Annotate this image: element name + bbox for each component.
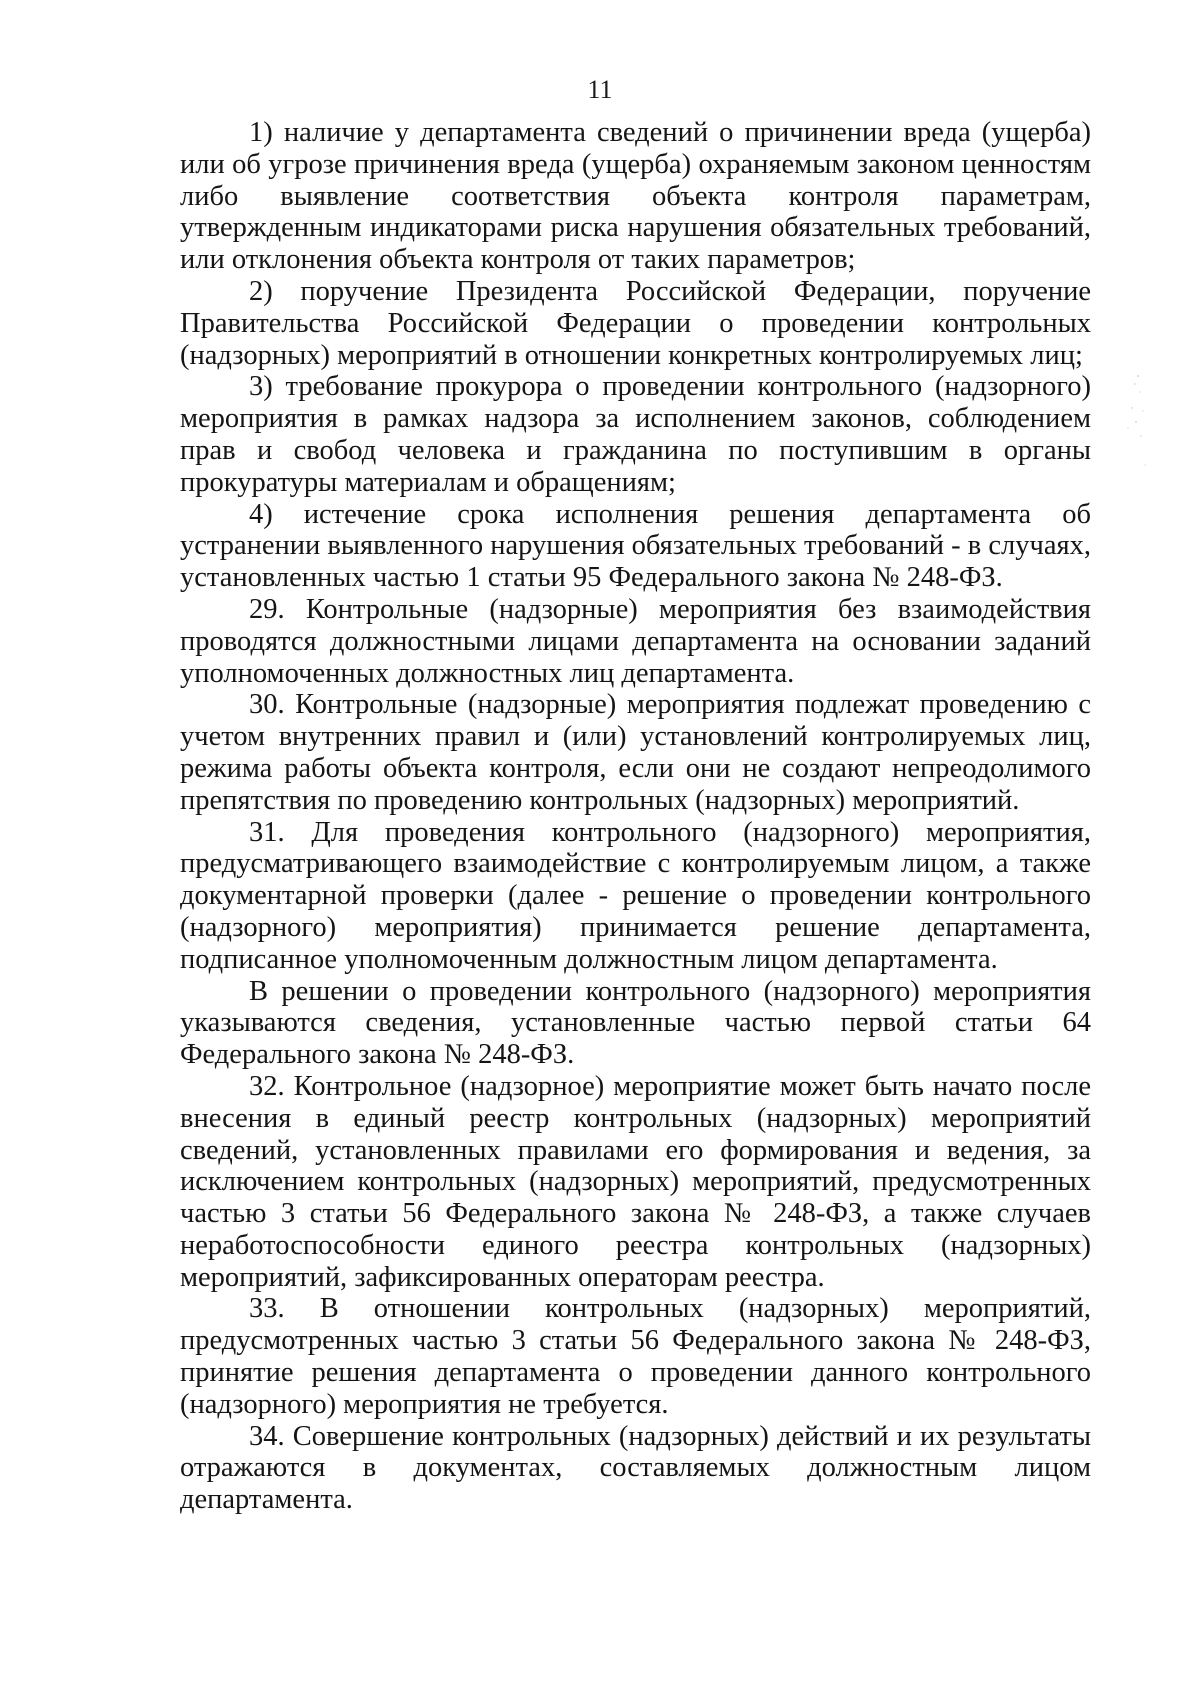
paragraph-32: 32. Контрольное (надзорное) мероприятие может быть начато после внесения в единый реестр контрольных (надзорных) мероприятий сведений, установленных правилами его формирования и ведения, за исключением контрольных (надзорных) мероприятий, предусмотренных частью 3 статьи 56 Федерального закона № 248-ФЗ, а также случаев неработоспособности единого реестра контрольных (надзорных) мероприятий, зафиксированных операторам реестра. [180,1070,1091,1293]
paragraph-30: 30. Контрольные (надзорные) мероприятия подлежат проведению с учетом внутренних правил и (или) установлений контролируемых лиц, режима работы объекта контроля, если они не создают непреодолимого препятствия по проведению контрольных (надзорных) мероприятий. [180,689,1091,816]
page-number: 11 [587,75,613,104]
paragraph-item-3: 3) требование прокурора о проведении контрольного (надзорного) мероприятия в рамках надзора за исполнением законов, соблюдением прав и свобод человека и гражданина по поступившим в органы прокуратуры материалам и обращениям; [180,371,1091,498]
paragraph-item-1: 1) наличие у департамента сведений о причинении вреда (ущерба) или об угрозе причинения вреда (ущерба) охраняемым законом ценностям либо выявление соответствия объекта контроля параметрам, утвержденным индикаторами риска нарушения обязательных требований, или отклонения объекта контроля от таких параметров; [180,117,1091,276]
paragraph-31-continuation: В решении о проведении контрольного (надзорного) мероприятия указываются сведения, установленные частью первой статьи 64 Федерального закона № 248-ФЗ. [180,975,1091,1071]
paragraph-item-2: 2) поручение Президента Российской Федерации, поручение Правительства Российской Федерации о проведении контрольных (надзорных) мероприятий в отношении конкретных контролируемых лиц; [180,275,1091,371]
scan-artifact [1110,370,1150,480]
paragraph-31: 31. Для проведения контрольного (надзорного) мероприятия, предусматривающего взаимодействие с контролируемым лицом, а также документарной проверки (далее - решение о проведении контрольного (надзорного) мероприятия) принимается решение департамента, подписанное уполномоченным должностным лицом департамента. [180,816,1091,975]
paragraph-34: 34. Совершение контрольных (надзорных) действий и их результаты отражаются в документах, составляемых должностным лицом департамента. [180,1420,1091,1516]
document-body [180,117,1091,1516]
paragraph-29: 29. Контрольные (надзорные) мероприятия без взаимодействия проводятся должностными лицами департамента на основании заданий уполномоченных должностных лиц департамента. [180,593,1091,689]
paragraph-item-4: 4) истечение срока исполнения решения департамента об устранении выявленного нарушения обязательных требований - в случаях, установленных частью 1 статьи 95 Федерального закона № 248-ФЗ. [180,498,1091,594]
paragraph-33: 33. В отношении контрольных (надзорных) мероприятий, предусмотренных частью 3 статьи 56 Федерального закона № 248-ФЗ, принятие решения департамента о проведении данного контрольного (надзорного) мероприятия не требуется. [180,1293,1091,1420]
